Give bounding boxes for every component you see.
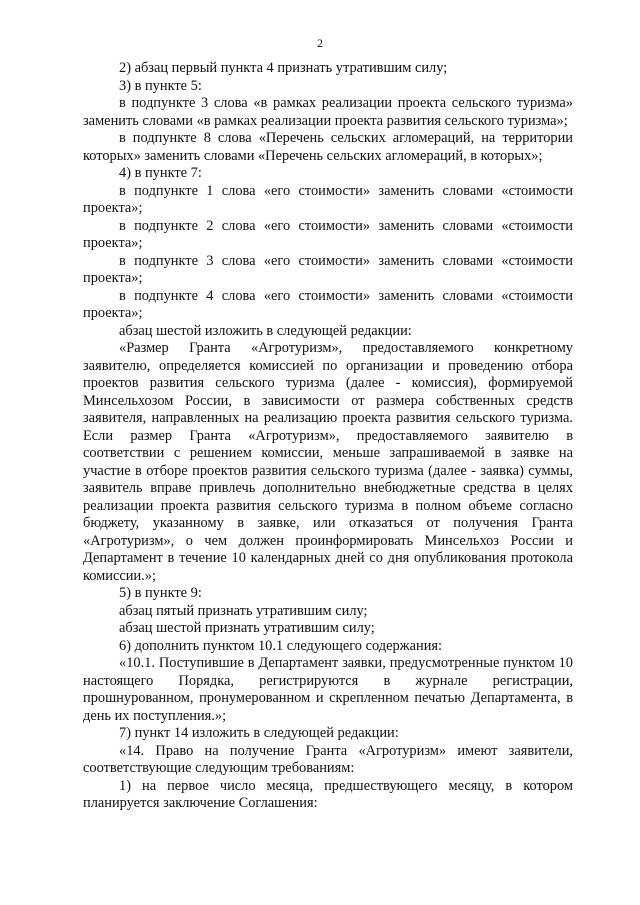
document-body xyxy=(83,60,573,813)
paragraph: в подпункте 3 слова «в рамках реализации проекта сельского туризма» заменить словами «в рамках реализации проекта развития сельского туризма»; xyxy=(83,95,573,129)
paragraph: абзац пятый признать утратившим силу; xyxy=(119,602,368,619)
paragraph: 4) в пункте 7: xyxy=(119,165,202,181)
paragraph: абзац шестой признать утратившим силу; xyxy=(119,620,375,636)
paragraph: 2) абзац первый пункта 4 признать утратившим силу; xyxy=(119,60,448,76)
paragraph: в подпункте 4 слова «его стоимости» заменить словами «стоимости проекта»; xyxy=(83,287,573,321)
paragraph: 1) на первое число месяца, предшествующего месяцу, в котором планируется заключение Соглашения: xyxy=(83,777,573,811)
paragraph: «10.1. Поступившие в Департамент заявки, предусмотренные пунктом 10 настоящего Порядка, регистрируются в журнале регистрации, прошнурованном, пронумерованном и скрепленном печатью Департамента, в день их поступления.»; xyxy=(83,655,573,724)
paragraph: 7) пункт 14 изложить в следующей редакции: xyxy=(119,725,399,741)
paragraph: в подпункте 1 слова «его стоимости» заменить словами «стоимости проекта»; xyxy=(83,182,573,216)
paragraph: 5) в пункте 9: xyxy=(119,585,202,601)
paragraph: 6) дополнить пунктом 10.1 следующего содержания: xyxy=(119,637,443,654)
paragraph: 3) в пункте 5: xyxy=(119,77,202,94)
paragraph: «Размер Гранта «Агротуризм», предоставляемого конкретному заявителю, определяется комиссией по организации и проведению отбора проектов развития сельского туризма (далее - комиссия), формируемой Минсельхозом России, в зависимости от размера собственных средств заявителя, направленных на реализацию проекта развития сельского туризма. Если размер Гранта «Агротуризм», предоставляемого заявителю в соответствии с решением комиссии, меньше запрашиваемой в заявке на участие в отборе проектов развития сельского туризма (далее - заявка) суммы, заявитель вправе привлечь дополнительно внебюджетные средства в целях реализации проекта развития сельского туризма в полном объеме согласно бюджету, указанному в заявке, или отказаться от получения Гранта «Агротуризм», о чем должен проинформировать Минсельхоз России и Департамент в течение 10 календарных дней со дня опубликования протокола комиссии.»; xyxy=(83,340,573,584)
paragraph: абзац шестой изложить в следующей редакции: xyxy=(119,322,412,339)
paragraph: «14. Право на получение Гранта «Агротуризм» имеют заявители, соответствующие следующим требованиям: xyxy=(83,742,573,776)
paragraph: в подпункте 2 слова «его стоимости» заменить словами «стоимости проекта»; xyxy=(83,217,573,251)
page-number: 2 xyxy=(317,36,323,50)
paragraph: в подпункте 8 слова «Перечень сельских агломераций, на территории которых» заменить словами «Перечень сельских агломераций, в которых»; xyxy=(83,130,573,164)
paragraph: в подпункте 3 слова «его стоимости» заменить словами «стоимости проекта»; xyxy=(83,252,573,286)
